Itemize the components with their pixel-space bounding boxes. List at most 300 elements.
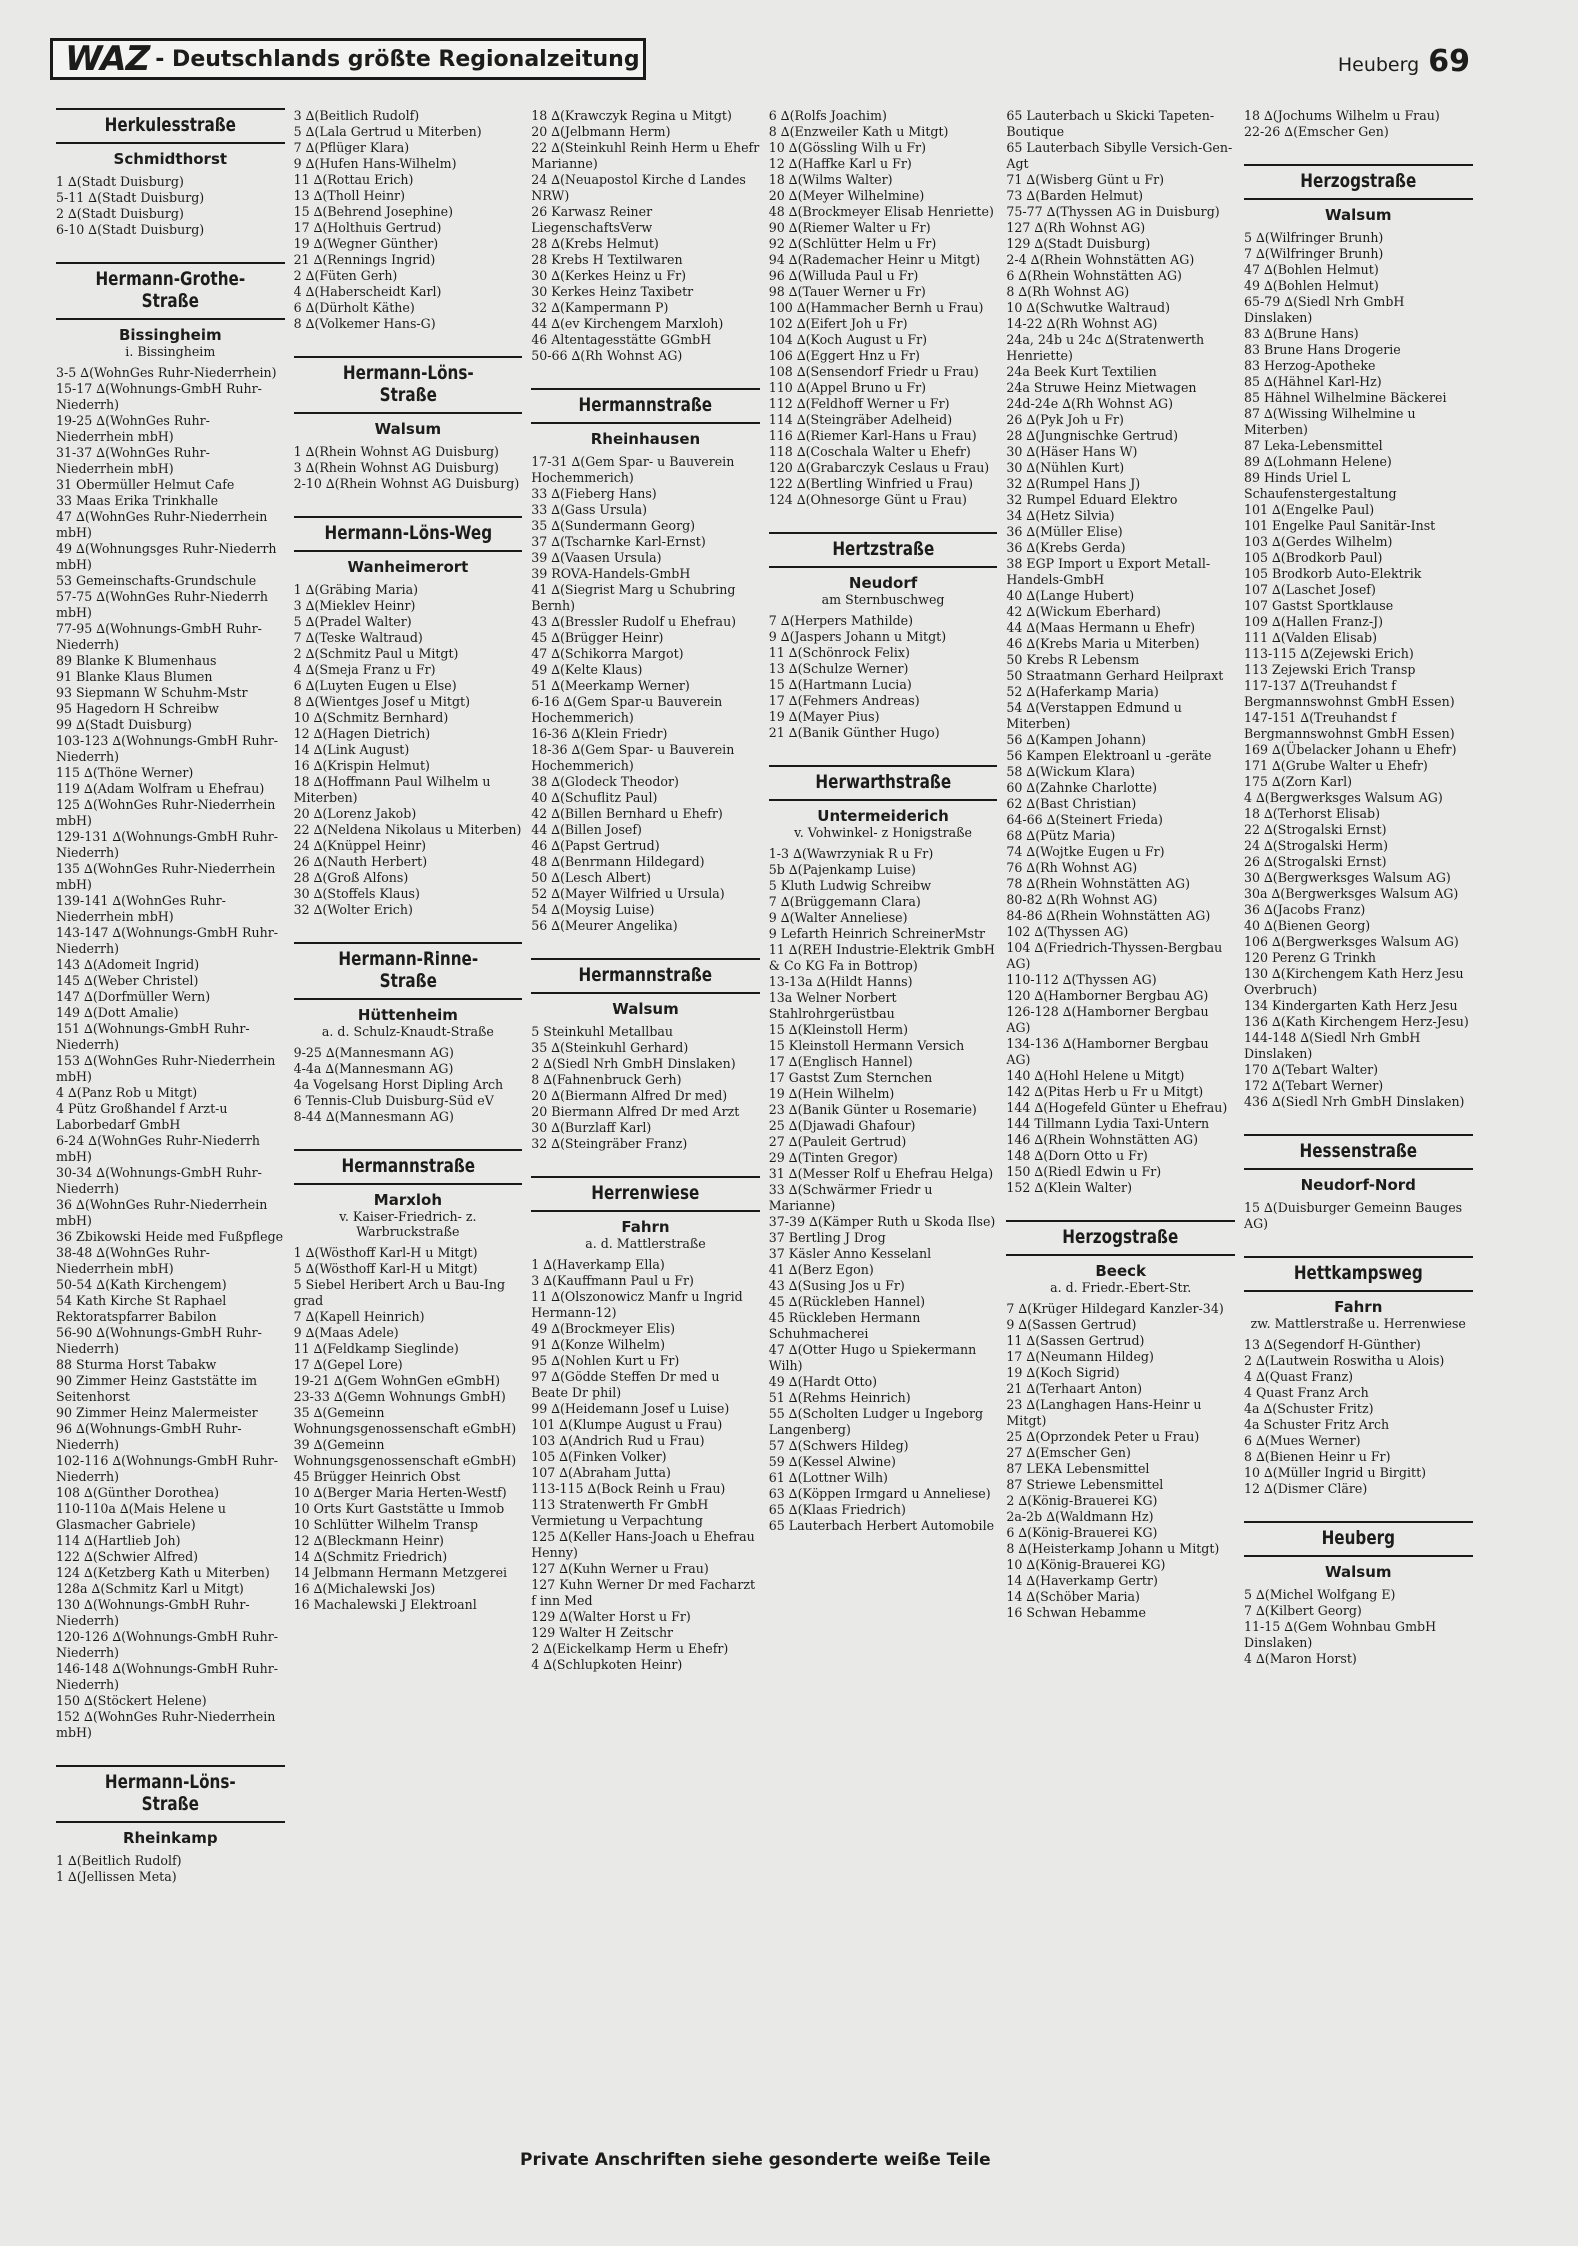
district-label: Walsum: [1325, 206, 1392, 224]
district-label: Rheinhausen: [590, 430, 701, 448]
address-entry: 36 ∆(Krebs Gerda): [1006, 540, 1126, 555]
address-entry: 61 ∆(Lottner Wilh): [768, 1470, 888, 1485]
address-entry: 41 ∆(Berz Egon): [768, 1262, 874, 1277]
address-entry: 89 ∆(Lohmann Helene): [1243, 454, 1392, 469]
address-entry: 98 ∆(Tauer Werner u Fr): [768, 284, 926, 299]
address-entry: 134-136 ∆(Hamborner Bergbau AG): [1006, 1036, 1209, 1067]
address-entry: 12 ∆(Dismer Cläre): [1243, 1481, 1368, 1496]
address-entry: 30 ∆(Kerkes Heinz u Fr): [531, 268, 687, 283]
address-entry: 2-4 ∆(Rhein Wohnstätten AG): [1006, 252, 1195, 267]
address-entry: 14 Jelbmann Hermann Metzgerei: [293, 1565, 508, 1580]
address-entry: 8-44 ∆(Mannesmann AG): [293, 1109, 454, 1124]
address-entry: 85 ∆(Hähnel Karl-Hz): [1243, 374, 1382, 389]
address-entry: 108 ∆(Günther Dorothea): [56, 1485, 220, 1500]
address-entry: 11 ∆(Olszonowicz Manfr u Ingrid Hermann-12): [531, 1289, 743, 1320]
address-entry: 129-131 ∆(Wohnungs-GmbH Ruhr-Niederrh): [56, 829, 278, 860]
address-entry: 129 ∆(Stadt Duisburg): [1006, 236, 1151, 251]
address-entry: 143-147 ∆(Wohnungs-GmbH Ruhr-Niederrh): [56, 925, 278, 956]
address-entry: 46 ∆(Papst Gertrud): [531, 838, 660, 853]
address-entry: 76 ∆(Rh Wohnst AG): [1006, 860, 1138, 875]
page-meta: [1338, 44, 1470, 79]
address-entry: 30 ∆(Burzlaff Karl): [531, 1120, 652, 1135]
address-entry: 19-25 ∆(WohnGes Ruhr-Niederrhein mbH): [56, 413, 210, 444]
address-entry: 1 ∆(Haverkamp Ella): [531, 1257, 665, 1272]
address-entry: 45 ∆(Brügger Heinr): [531, 630, 664, 645]
address-entry: 97 ∆(Gödde Steffen Dr med u Beate Dr phil): [531, 1369, 720, 1400]
address-entry: 44 ∆(ev Kirchengem Marxloh): [531, 316, 724, 331]
street-name: Hettkampsweg: [1293, 1262, 1423, 1284]
street-header: [294, 1149, 523, 1185]
address-entry: 30a ∆(Bergwerksges Walsum AG): [1243, 886, 1459, 901]
address-entry: 22-26 ∆(Emscher Gen): [1243, 124, 1389, 139]
district-label: Fahrn: [1334, 1298, 1383, 1316]
address-entry: 10 ∆(Müller Ingrid u Birgitt): [1243, 1465, 1427, 1480]
address-entry: 19 ∆(Mayer Pius): [768, 709, 880, 724]
address-entry: 143 ∆(Adomeit Ingrid): [56, 957, 200, 972]
street-name: Herkulesstraße: [104, 114, 236, 136]
address-entry: 87 Striewe Lebensmittel: [1006, 1477, 1164, 1492]
address-entry: 39 ∆(Vaasen Ursula): [531, 550, 662, 565]
address-entry: 6 ∆(König-Brauerei KG): [1006, 1525, 1158, 1540]
address-entry: 18 ∆(Hoffmann Paul Wilhelm u Miterben): [293, 774, 491, 805]
address-entry: 38 EGP Import u Export Metall-Handels-GmbH: [1006, 556, 1211, 587]
address-entry: 38 ∆(Glodeck Theodor): [531, 774, 679, 789]
address-entry: 22 ∆(Neldena Nikolaus u Miterben): [293, 822, 522, 837]
address-entry: 101 ∆(Klumpe August u Frau): [531, 1417, 723, 1432]
address-entry: 65 Lauterbach Herbert Automobile: [768, 1518, 995, 1533]
address-entry: 110 ∆(Appel Bruno u Fr): [768, 380, 927, 395]
address-entry: 105 ∆(Finken Volker): [531, 1449, 667, 1464]
street-header: [531, 388, 760, 424]
address-entry: 7 ∆(Wilfringer Brunh): [1243, 246, 1384, 261]
address-entry: 32 ∆(Rumpel Hans J): [1006, 476, 1141, 491]
address-entry: 68 ∆(Pütz Maria): [1006, 828, 1116, 843]
address-entry: 48 ∆(Benrmann Hildegard): [531, 854, 705, 869]
address-entry: 13 ∆(Segendorf H-Günther): [1243, 1337, 1421, 1352]
street-name: Heuberg: [1321, 1527, 1395, 1549]
address-entry: 14 ∆(Schmitz Friedrich): [293, 1549, 448, 1564]
address-entry: 1 ∆(Beitlich Rudolf): [56, 1853, 182, 1868]
address-entry: 52 ∆(Haferkamp Maria): [1006, 684, 1159, 699]
district-sublabel: v. Vohwinkel- z Honigstraße: [794, 825, 973, 840]
street-name: Hessenstraße: [1299, 1140, 1418, 1162]
address-entry: 30 ∆(Nühlen Kurt): [1006, 460, 1125, 475]
address-entry: 65 ∆(Klaas Friedrich): [768, 1502, 906, 1517]
address-entry: 89 Blanke K Blumenhaus: [56, 653, 217, 668]
district-sublabel: am Sternbuschweg: [821, 592, 945, 607]
address-entry: 96 ∆(Willuda Paul u Fr): [768, 268, 919, 283]
address-entry: 103 ∆(Gerdes Wilhelm): [1243, 534, 1393, 549]
address-entry: 7 ∆(Pflüger Klara): [293, 140, 410, 155]
address-entry: 71 ∆(Wisberg Günt u Fr): [1006, 172, 1165, 187]
address-entry: 22 ∆(Strogalski Ernst): [1243, 822, 1387, 837]
street-name: Hermannstraße: [578, 394, 713, 416]
address-entry: 2a-2b ∆(Waldmann Hz): [1006, 1509, 1154, 1524]
address-entry: 43 ∆(Susing Jos u Fr): [768, 1278, 905, 1293]
address-entry: 74 ∆(Wojtke Eugen u Fr): [1006, 844, 1165, 859]
address-entry: 11 ∆(REH Industrie-Elektrik GmbH & Co KG Fa in Bottrop): [768, 942, 995, 973]
address-entry: 11 ∆(Sassen Gertrud): [1006, 1333, 1145, 1348]
address-entry: 19 ∆(Hein Wilhelm): [768, 1086, 895, 1101]
address-entry: 7 ∆(Krüger Hildegard Kanzler-34): [1006, 1301, 1224, 1316]
address-entry: 436 ∆(Siedl Nrh GmbH Dinslaken): [1243, 1094, 1465, 1109]
address-entry: 16 Schwan Hebamme: [1006, 1605, 1146, 1620]
address-entry: 104 ∆(Koch August u Fr): [768, 332, 928, 347]
street-header: [1244, 164, 1473, 200]
address-entry: 4a ∆(Schuster Fritz): [1243, 1401, 1374, 1416]
address-entry: 16-36 ∆(Klein Friedr): [531, 726, 668, 741]
address-entry: 169 ∆(Übelacker Johann u Ehefr): [1243, 742, 1457, 757]
address-entry: 6 ∆(Luyten Eugen u Else): [293, 678, 457, 693]
address-entry: 41 ∆(Siegrist Marg u Schubring Bernh): [531, 582, 736, 613]
address-entry: 90 ∆(Riemer Walter u Fr): [768, 220, 931, 235]
address-entry: 91 Blanke Klaus Blumen: [56, 669, 213, 684]
address-entry: 103 ∆(Andrich Rud u Frau): [531, 1433, 705, 1448]
address-entry: 47 ∆(Otter Hugo u Spiekermann Wilh): [768, 1342, 977, 1373]
address-entry: 28 Krebs H Textilwaren: [531, 252, 683, 267]
district-sublabel: a. d. Mattlerstraße: [585, 1236, 706, 1251]
address-entry: 65 Lauterbach u Skicki Tapeten-Boutique: [1006, 108, 1215, 139]
address-entry: 18-36 ∆(Gem Spar- u Bauverein Hochemmerich): [531, 742, 735, 773]
address-entry: 144 ∆(Hogefeld Günter u Ehefrau): [1006, 1100, 1228, 1115]
address-entry: 8 ∆(Rh Wohnst AG): [1006, 284, 1130, 299]
address-entry: 63 ∆(Köppen Irmgard u Anneliese): [768, 1486, 991, 1501]
address-entry: 1 ∆(Wösthoff Karl-H u Mitgt): [293, 1245, 478, 1260]
address-entry: 65 Lauterbach Sibylle Versich-Gen-Agt: [1006, 140, 1233, 171]
address-entry: 62 ∆(Bast Christian): [1006, 796, 1137, 811]
address-entry: 33 Maas Erika Trinkhalle: [56, 493, 219, 508]
street-header: [294, 516, 523, 552]
address-entry: 45 Brügger Heinrich Obst: [293, 1469, 461, 1484]
address-entry: 5 ∆(Lala Gertrud u Miterben): [293, 124, 482, 139]
address-entry: 16 Machalewski J Elektroanl: [293, 1597, 477, 1612]
address-entry: 153 ∆(WohnGes Ruhr-Niederrhein mbH): [56, 1053, 276, 1084]
address-entry: 17 ∆(Holthuis Gertrud): [293, 220, 442, 235]
district-label: Hüttenheim: [357, 1006, 458, 1024]
address-entry: 87 LEKA Lebensmittel: [1006, 1461, 1150, 1476]
address-entry: 120 Perenz G Trinkh: [1243, 950, 1376, 965]
address-entry: 152 ∆(Klein Walter): [1006, 1180, 1132, 1195]
address-entry: 7 ∆(Kilbert Georg): [1243, 1603, 1362, 1618]
address-entry: 36 ∆(WohnGes Ruhr-Niederrhein mbH): [56, 1197, 268, 1228]
district-sublabel: zw. Mattlerstraße u. Herrenwiese: [1250, 1316, 1466, 1331]
address-entry: 1 ∆(Stadt Duisburg): [56, 174, 184, 189]
address-entry: 10 ∆(Schmitz Bernhard): [293, 710, 449, 725]
district-label: Schmidthorst: [113, 150, 228, 168]
address-entry: 3-5 ∆(WohnGes Ruhr-Niederrhein): [56, 365, 277, 380]
address-entry: 101 ∆(Engelke Paul): [1243, 502, 1375, 517]
district-sublabel: i. Bissingheim: [125, 344, 216, 359]
address-entry: 28 ∆(Krebs Helmut): [531, 236, 659, 251]
address-entry: 5 ∆(Wösthoff Karl-H u Mitgt): [293, 1261, 478, 1276]
address-entry: 75-77 ∆(Thyssen AG in Duisburg): [1006, 204, 1220, 219]
address-entry: 4-4a ∆(Mannesmann AG): [293, 1061, 454, 1076]
address-entry: 102 ∆(Eifert Joh u Fr): [768, 316, 908, 331]
address-entry: 58 ∆(Wickum Klara): [1006, 764, 1135, 779]
address-entry: 16 ∆(Michalewski Jos): [293, 1581, 436, 1596]
address-entry: 24 ∆(Neuapostol Kirche d Landes NRW): [531, 172, 746, 203]
address-entry: 14-22 ∆(Rh Wohnst AG): [1006, 316, 1158, 331]
address-entry: 80-82 ∆(Rh Wohnst AG): [1006, 892, 1158, 907]
address-entry: 115 ∆(Thöne Werner): [56, 765, 194, 780]
address-entry: 103-123 ∆(Wohnungs-GmbH Ruhr-Niederrh): [56, 733, 278, 764]
address-entry: 21 ∆(Banik Günther Hugo): [768, 725, 940, 740]
address-entry: 9 ∆(Jaspers Johann u Mitgt): [768, 629, 947, 644]
address-entry: 171 ∆(Grube Walter u Ehefr): [1243, 758, 1428, 773]
address-entry: 33 ∆(Schwärmer Friedr u Marianne): [768, 1182, 933, 1213]
address-entry: 56 ∆(Meurer Angelika): [531, 918, 678, 933]
address-entry: 6 ∆(Dürholt Käthe): [293, 300, 415, 315]
address-entry: 20 ∆(Meyer Wilhelmine): [768, 188, 925, 203]
address-entry: 50 Straatmann Gerhard Heilpraxt: [1006, 668, 1224, 683]
address-entry: 8 ∆(Heisterkamp Johann u Mitgt): [1006, 1541, 1220, 1556]
address-entry: 107 Gastst Sportklause: [1243, 598, 1394, 613]
address-entry: 50-66 ∆(Rh Wohnst AG): [531, 348, 683, 363]
address-entry: 64-66 ∆(Steinert Frieda): [1006, 812, 1163, 827]
address-entry: 18 ∆(Krawczyk Regina u Mitgt): [531, 108, 732, 123]
address-entry: 10 ∆(Gössling Wilh u Fr): [768, 140, 926, 155]
street-header: [294, 942, 523, 1000]
address-entry: 20 Biermann Alfred Dr med Arzt: [531, 1104, 740, 1119]
address-entry: 4 Quast Franz Arch: [1243, 1385, 1369, 1400]
district-label: Walsum: [1325, 1563, 1392, 1581]
address-entry: 135 ∆(WohnGes Ruhr-Niederrhein mbH): [56, 861, 276, 892]
address-entry: 130 ∆(Wohnungs-GmbH Ruhr-Niederrh): [56, 1597, 250, 1628]
address-entry: 45 Rückleben Hermann Schuhmacherei: [768, 1310, 921, 1341]
address-entry: 37-39 ∆(Kämper Ruth u Skoda Ilse): [768, 1214, 996, 1229]
address-entry: 87 ∆(Wissing Wilhelmine u Miterben): [1243, 406, 1416, 437]
address-entry: 1 ∆(Gräbing Maria): [293, 582, 419, 597]
address-entry: 2-10 ∆(Rhein Wohnst AG Duisburg): [293, 476, 520, 491]
address-entry: 92 ∆(Schlütter Helm u Fr): [768, 236, 937, 251]
address-entry: 126-128 ∆(Hamborner Bergbau AG): [1006, 1004, 1209, 1035]
address-entry: 54 ∆(Moysig Luise): [531, 902, 655, 917]
street-header: [56, 262, 285, 320]
address-entry: 23 ∆(Langhagen Hans-Heinr u Mitgt): [1006, 1397, 1202, 1428]
address-entry: 12 ∆(Bleckmann Heinr): [293, 1533, 444, 1548]
address-entry: 49 ∆(Bohlen Helmut): [1243, 278, 1379, 293]
address-entry: 30 Kerkes Heinz Taxibetr: [531, 284, 694, 299]
address-entry: 35 ∆(Sundermann Georg): [531, 518, 696, 533]
address-entry: 8 ∆(Enzweiler Kath u Mitgt): [768, 124, 949, 139]
directory-column: [525, 108, 763, 2128]
address-entry: 35 ∆(Gemeinn Wohnungsgenossenschaft eGmbH): [293, 1405, 517, 1436]
address-entry: 91 ∆(Konze Wilhelm): [531, 1337, 666, 1352]
street-header: [1244, 1134, 1473, 1170]
address-entry: 23 ∆(Banik Günter u Rosemarie): [768, 1102, 977, 1117]
address-entry: 30 ∆(Häser Hans W): [1006, 444, 1138, 459]
address-entry: 4 ∆(Schlupkoten Heinr): [531, 1657, 683, 1672]
address-entry: 6 ∆(Mues Werner): [1243, 1433, 1361, 1448]
address-entry: 136 ∆(Kath Kirchengem Herz-Jesu): [1243, 1014, 1469, 1029]
directory-column: [1238, 108, 1476, 2128]
address-entry: 144-148 ∆(Siedl Nrh GmbH Dinslaken): [1243, 1030, 1421, 1061]
address-entry: 30-34 ∆(Wohnungs-GmbH Ruhr-Niederrh): [56, 1165, 262, 1196]
address-entry: 4 ∆(Quast Franz): [1243, 1369, 1354, 1384]
address-entry: 119 ∆(Adam Wolfram u Ehefrau): [56, 781, 265, 796]
address-entry: 1 ∆(Jellissen Meta): [56, 1869, 177, 1884]
address-entry: 1-3 ∆(Wawrzyniak R u Fr): [768, 846, 934, 861]
address-entry: 129 ∆(Walter Horst u Fr): [531, 1609, 691, 1624]
address-entry: 17 ∆(Gepel Lore): [293, 1357, 403, 1372]
address-entry: 24d-24e ∆(Rh Wohnst AG): [1006, 396, 1173, 411]
running-head-street: Heuberg: [1337, 54, 1420, 76]
address-entry: 146 ∆(Rhein Wohnstätten AG): [1006, 1132, 1198, 1147]
address-entry: 53 Gemeinschafts-Grundschule: [56, 573, 257, 588]
address-entry: 13 ∆(Tholl Heinr): [293, 188, 405, 203]
address-entry: 37 Käsler Anno Kesselanl: [768, 1246, 932, 1261]
waz-logo: WAZ: [65, 39, 150, 79]
address-entry: 175 ∆(Zorn Karl): [1243, 774, 1353, 789]
address-entry: 99 ∆(Heidemann Josef u Luise): [531, 1401, 730, 1416]
address-entry: 51 ∆(Rehms Heinrich): [768, 1390, 911, 1405]
street-name: Hermann-Löns-Straße: [342, 362, 474, 406]
address-entry: 59 ∆(Kessel Alwine): [768, 1454, 896, 1469]
address-entry: 107 ∆(Laschet Josef): [1243, 582, 1376, 597]
address-entry: 4 ∆(Bergwerksges Walsum AG): [1243, 790, 1443, 805]
street-header: [769, 765, 998, 801]
address-entry: 15 ∆(Behrend Josephine): [293, 204, 454, 219]
address-entry: 96 ∆(Wohnungs-GmbH Ruhr-Niederrh): [56, 1421, 242, 1452]
address-entry: 9 ∆(Walter Anneliese): [768, 910, 908, 925]
address-entry: 124 ∆(Ohnesorge Günt u Frau): [768, 492, 967, 507]
address-entry: 4 ∆(Haberscheidt Karl): [293, 284, 442, 299]
address-entry: 2 ∆(Eickelkamp Herm u Ehefr): [531, 1641, 729, 1656]
address-entry: 100 ∆(Hammacher Bernh u Frau): [768, 300, 984, 315]
address-entry: 56 ∆(Kampen Johann): [1006, 732, 1146, 747]
address-entry: 122 ∆(Schwier Alfred): [56, 1549, 199, 1564]
address-entry: 88 Sturma Horst Tabakw: [56, 1357, 217, 1372]
address-entry: 34 ∆(Hetz Silvia): [1006, 508, 1115, 523]
address-entry: 6 ∆(Rhein Wohnstätten AG): [1006, 268, 1182, 283]
district-label: Untermeiderich: [817, 807, 949, 825]
address-entry: 120-126 ∆(Wohnungs-GmbH Ruhr-Niederrh): [56, 1629, 278, 1660]
address-entry: 4a Schuster Fritz Arch: [1243, 1417, 1390, 1432]
address-entry: 30 ∆(Stoffels Klaus): [293, 886, 420, 901]
address-entry: 44 ∆(Billen Josef): [531, 822, 642, 837]
address-entry: 17 ∆(Fehmers Andreas): [768, 693, 920, 708]
address-entry: 139-141 ∆(WohnGes Ruhr-Niederrhein mbH): [56, 893, 226, 924]
address-entry: 25 ∆(Oprzondek Peter u Frau): [1006, 1429, 1200, 1444]
address-entry: 47 ∆(Schikorra Margot): [531, 646, 684, 661]
address-entry: 10 ∆(Berger Maria Herten-Westf): [293, 1485, 507, 1500]
address-entry: 15 Kleinstoll Hermann Versich: [768, 1038, 965, 1053]
address-entry: 89 Hinds Uriel L Schaufenstergestaltung: [1243, 470, 1397, 501]
address-entry: 140 ∆(Hohl Helene u Mitgt): [1006, 1068, 1185, 1083]
address-entry: 113 Zejewski Erich Transp: [1243, 662, 1416, 677]
street-header: [1006, 1220, 1235, 1256]
address-entry: 170 ∆(Tebart Walter): [1243, 1062, 1379, 1077]
address-entry: 2 ∆(Schmitz Paul u Mitgt): [293, 646, 459, 661]
address-entry: 6 ∆(Rolfs Joachim): [768, 108, 887, 123]
address-entry: 7 ∆(Teske Waltraud): [293, 630, 423, 645]
address-entry: 31 Obermüller Helmut Cafe: [56, 477, 235, 492]
address-entry: 13a Welner Norbert Stahlrohrgerüstbau: [768, 990, 897, 1021]
address-entry: 4 ∆(Panz Rob u Mitgt): [56, 1085, 198, 1100]
address-entry: 47 ∆(WohnGes Ruhr-Niederrhein mbH): [56, 509, 268, 540]
street-name: Herzogstraße: [1300, 170, 1417, 192]
address-entry: 36 ∆(Müller Elise): [1006, 524, 1123, 539]
address-entry: 37 Bertling J Drog: [768, 1230, 886, 1245]
address-entry: 14 ∆(Link August): [293, 742, 410, 757]
directory-column: [50, 108, 288, 2128]
address-entry: 2 ∆(Siedl Nrh GmbH Dinslaken): [531, 1056, 736, 1071]
address-entry: 105 ∆(Brodkorb Paul): [1243, 550, 1383, 565]
address-entry: 130 ∆(Kirchengem Kath Herz Jesu Overbruch): [1243, 966, 1464, 997]
district-label: Beeck: [1095, 1262, 1146, 1280]
address-entry: 57-75 ∆(WohnGes Ruhr-Niederrh mbH): [56, 589, 269, 620]
address-entry: 24a Beek Kurt Textilien: [1006, 364, 1157, 379]
address-entry: 151 ∆(Wohnungs-GmbH Ruhr-Niederrh): [56, 1021, 250, 1052]
address-entry: 120 ∆(Grabarczyk Ceslaus u Frau): [768, 460, 990, 475]
address-entry: 11-15 ∆(Gem Wohnbau GmbH Dinslaken): [1243, 1619, 1437, 1650]
address-entry: 147 ∆(Dorfmüller Wern): [56, 989, 211, 1004]
address-entry: 117-137 ∆(Treuhandst f Bergmannswohnst GmbH Essen): [1243, 678, 1455, 709]
address-entry: 90 Zimmer Heinz Gaststätte im Seitenhorst: [56, 1373, 258, 1404]
address-entry: 29 ∆(Tinten Gregor): [768, 1150, 898, 1165]
directory-column: [1000, 108, 1238, 2128]
address-entry: 15 ∆(Hartmann Lucia): [768, 677, 912, 692]
address-entry: 149 ∆(Dott Amalie): [56, 1005, 179, 1020]
address-entry: 42 ∆(Billen Bernhard u Ehefr): [531, 806, 723, 821]
address-entry: 101 Engelke Paul Sanitär-Inst: [1243, 518, 1436, 533]
street-name: Herzogstraße: [1062, 1226, 1179, 1248]
address-entry: 54 Kath Kirche St Raphael Rektoratspfarrer Babilon: [56, 1293, 227, 1324]
address-entry: 6-16 ∆(Gem Spar-u Bauverein Hochemmerich): [531, 694, 723, 725]
address-entry: 65-79 ∆(Siedl Nrh GmbH Dinslaken): [1243, 294, 1405, 325]
address-entry: 40 ∆(Lange Hubert): [1006, 588, 1135, 603]
address-entry: 49 ∆(Wohnungsges Ruhr-Niederrh mbH): [56, 541, 277, 572]
address-entry: 20 ∆(Biermann Alfred Dr med): [531, 1088, 728, 1103]
address-entry: 112 ∆(Feldhoff Werner u Fr): [768, 396, 950, 411]
address-entry: 148 ∆(Dorn Otto u Fr): [1006, 1148, 1148, 1163]
street-name: Herwarthstraße: [815, 771, 951, 793]
address-entry: 44 ∆(Maas Hermann u Ehefr): [1006, 620, 1196, 635]
address-entry: 114 ∆(Steingräber Adelheid): [768, 412, 953, 427]
address-entry: 27 ∆(Emscher Gen): [1006, 1445, 1131, 1460]
street-name: Hermann-Rinne-Straße: [338, 948, 478, 992]
address-entry: 21 ∆(Terhaart Anton): [1006, 1381, 1143, 1396]
address-entry: 144 Tillmann Lydia Taxi-Untern: [1006, 1116, 1210, 1131]
address-entry: 35 ∆(Steinkuhl Gerhard): [531, 1040, 689, 1055]
address-entry: 15 ∆(Kleinstoll Herm): [768, 1022, 909, 1037]
address-entry: 51 ∆(Meerkamp Werner): [531, 678, 690, 693]
address-entry: 6-24 ∆(WohnGes Ruhr-Niederrh mbH): [56, 1133, 261, 1164]
address-entry: 6 Tennis-Club Duisburg-Süd eV: [293, 1093, 494, 1108]
address-entry: 145 ∆(Weber Christel): [56, 973, 199, 988]
address-entry: 42 ∆(Wickum Eberhard): [1006, 604, 1161, 619]
district-label: Fahrn: [621, 1218, 670, 1236]
address-entry: 50 Krebs R Lebensm: [1006, 652, 1140, 667]
address-entry: 14 ∆(Schöber Maria): [1006, 1589, 1140, 1604]
address-entry: 4a Vogelsang Horst Dipling Arch: [293, 1077, 504, 1092]
address-entry: 95 Hagedorn H Schreibw: [56, 701, 219, 716]
address-entry: 9 ∆(Maas Adele): [293, 1325, 399, 1340]
street-name: Hermannstraße: [341, 1155, 475, 1177]
address-entry: 24 ∆(Knüppel Heinr): [293, 838, 427, 853]
address-entry: 10 Orts Kurt Gaststätte u Immob: [293, 1501, 505, 1516]
address-entry: 2 ∆(Lautwein Roswitha u Alois): [1243, 1353, 1445, 1368]
address-entry: 24a Struwe Heinz Mietwagen: [1006, 380, 1197, 395]
district-sublabel: a. d. Friedr.-Ebert-Str.: [1050, 1280, 1192, 1295]
address-entry: 129 Walter H Zeitschr: [531, 1625, 674, 1640]
address-entry: 99 ∆(Stadt Duisburg): [56, 717, 192, 732]
address-entry: 109 ∆(Hallen Franz-J): [1243, 614, 1384, 629]
address-entry: 31-37 ∆(WohnGes Ruhr-Niederrhein mbH): [56, 445, 210, 476]
district-label: Bissingheim: [118, 326, 222, 344]
address-entry: 22 ∆(Steinkuhl Reinh Herm u Ehefr Marianne): [531, 140, 760, 171]
address-entry: 50 ∆(Lesch Albert): [531, 870, 652, 885]
